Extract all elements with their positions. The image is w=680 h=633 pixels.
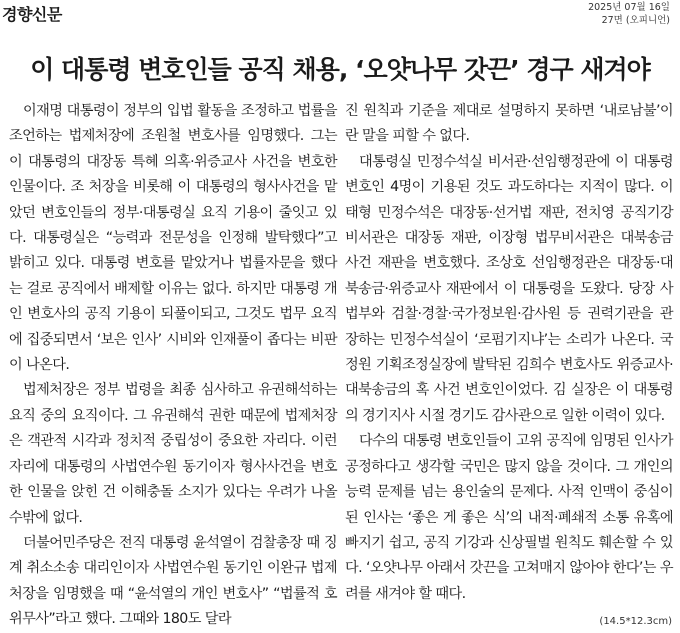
body-column-left <box>9 99 337 633</box>
article-meta <box>588 1 670 27</box>
headline: 이 대통령 변호인들 공직 채용, ‘오얏나무 갓끈’ 경구 새겨야 <box>30 54 650 84</box>
paragraph: 이재명 대통령이 정부의 입법 활동을 조정하고 법률을 조언하는 법제처장에 조원철 변호사를 임명했다. 그는 이 대통령의 대장동 특혜 의혹·위증교사 사건을 변호한 인물이다. 조 처장을 비롯해 이 대통령의 형사사건을 맡았던 변호인들의 정부·대통령실 요직 기용이 줄잇고 있다. 대통령실은 “능력과 전문성을 인정해 발탁했다”고 밝히고 있다. 대통령 변호를 맡았거나 법률자문을 했다는 걸로 공직에서 배제할 이유는 없다. 하지만 대통령 개인 변호사의 공직 기용이 되풀이되고, 그것도 법무 요직에 집중되면서 ‘보은 인사’ 시비와 인재풀이 좁다는 비판이 나온다. <box>9 103 337 374</box>
paragraph: 더불어민주당은 전직 대통령 윤석열이 검찰총장 때 징계 취소소송 대리인이자 사법연수원 동기인 이완규 법제처장을 임명했을 때 “윤석열의 개인 변호사” “법률적 호위무사”라고 했다. 그때와 180도 달라 <box>9 534 337 628</box>
paragraph: 법제처장은 정부 법령을 최종 심사하고 유권해석하는 요직 중의 요직이다. 그 유권해석 권한 때문에 법제처장은 객관적 시각과 정치적 중립성이 중요한 자리다. 이런 자리에 대통령의 사법연수원 동기이자 형사사건을 변호한 인물을 앉힌 건 이해충돌 소지가 있다는 우려가 나올 수밖에 없다. <box>9 382 337 526</box>
page-section: 27면 (오피니언) <box>601 15 670 26</box>
size-footnote: (14.5*12.3cm) <box>599 616 672 627</box>
paragraph: 진 원칙과 기준을 제대로 설명하지 못하면 ‘내로남불’이란 말을 피할 수 없다. <box>345 103 673 145</box>
paragraph: 대통령실 민정수석실 비서관·선임행정관에 이 대통령 변호인 4명이 기용된 것도 과도하다는 지적이 많다. 이태형 민정수석은 대장동·선거법 재판, 전치영 공직기강비서관은 대장동 재판, 이장형 법무비서관은 대북송금 사건 재판을 변호했다. 조상호 선임행정관은 대장동·대북송금·위증교사 재판에서 이 대통령을 도왔다. 당장 사법부와 검찰·경찰·국가정보원·감사원 등 권력기관을 관장하는 민정수석실이 ‘로펌기지냐’는 소리가 나온다. 국정원 기획조정실장에 발탁된 김희수 변호사도 위증교사·대북송금의 혹 사건 변호인이었다. 김 실장은 이 대통령의 경기지사 시절 경기도 감사관으로 일한 이력이 있다. <box>345 153 673 424</box>
masthead: 경향신문 <box>2 5 62 24</box>
body-column-right <box>345 99 673 607</box>
paragraph: 다수의 대통령 변호인들이 고위 공직에 임명된 인사가 공정하다고 생각할 국민은 많지 않을 것이다. 그 개인의 능력 문제를 넘는 용인술의 문제다. 사적 인맥이 중심이 된 인사는 ‘좋은 게 좋은 식’의 내적·폐쇄적 소통 유혹에 빠지기 쉽고, 공직 기강과 신상필벌 원칙도 훼손할 수 있다. ‘오얏나무 아래서 갓끈을 고쳐매지 않아야 한다’는 우려를 새겨야 할 때다. <box>345 433 673 602</box>
publication-date: 2025년 07월 16일 <box>588 2 670 13</box>
